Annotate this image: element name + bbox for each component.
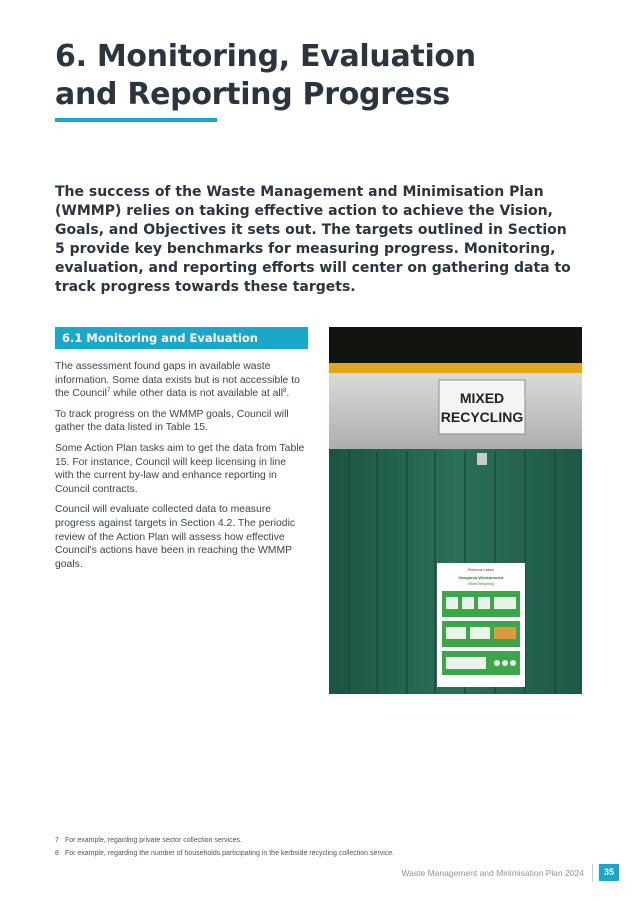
- sign-line-2: RECYCLING: [440, 409, 524, 425]
- recycling-bin-photo: [329, 327, 582, 694]
- paragraph-2: To track progress on the WMMP goals, Council will gather the data listed in Table 15.: [55, 408, 289, 434]
- page-title-line-2: and Reporting Progress: [55, 77, 450, 112]
- page-number: 35: [599, 864, 619, 881]
- page-title-line-1: 6. Monitoring, Evaluation: [55, 39, 476, 74]
- footer-divider: [592, 864, 593, 882]
- footnote-8: 8 For example, regarding the number of households participating in the kerbside recycling collection service.: [55, 849, 395, 857]
- footnotes: [55, 835, 595, 860]
- intro-paragraph: The success of the Waste Management and Minimisation Plan (WMMP) relies on taking effective action to achieve the Vision, Goals, and Objectives it sets out. The targets outlined in Section 5 provide key benchmarks for measuring progress. Monitoring, evaluation, and reporting efforts will center on gathering data to track progress towards these targets.: [55, 184, 571, 295]
- paragraph-1: The assessment found gaps in available waste information. Some data exists but is not accessible to the Council$^7$ while other data is not available at all$^8$.: [55, 361, 300, 400]
- section-body: [55, 360, 305, 578]
- section-heading: 6.1 Monitoring and Evaluation: [55, 327, 308, 349]
- poster-subtitle: Mixed Recycling: [468, 582, 494, 586]
- footnote-ref-8[interactable]: 8: [283, 388, 287, 395]
- footnote-7: 7 For example, regarding private sector collection services.: [55, 837, 242, 844]
- page-title: [55, 38, 615, 114]
- poster-title: Hangarua Whakaranara: [458, 575, 504, 580]
- title-underline: [55, 118, 217, 122]
- paragraph-4: Council will evaluate collected data to measure progress against targets in Section 4.2. The periodic review of the Action Plan will assess how effective Council's actions have been in reaching the WMMP goals.: [55, 504, 296, 570]
- paragraph-3: Some Action Plan tasks aim to get the data from Table 15. For instance, Council will keep licensing in line with the current by-law and enhance reporting in Council contracts.: [55, 442, 305, 495]
- sign-line-1: MIXED: [459, 390, 505, 406]
- footer-document-title: Waste Management and Minimisation Plan 2024: [401, 868, 584, 878]
- footnote-ref-7[interactable]: 7: [106, 388, 111, 395]
- poster-brand: Rotorua Lakes: [467, 567, 495, 572]
